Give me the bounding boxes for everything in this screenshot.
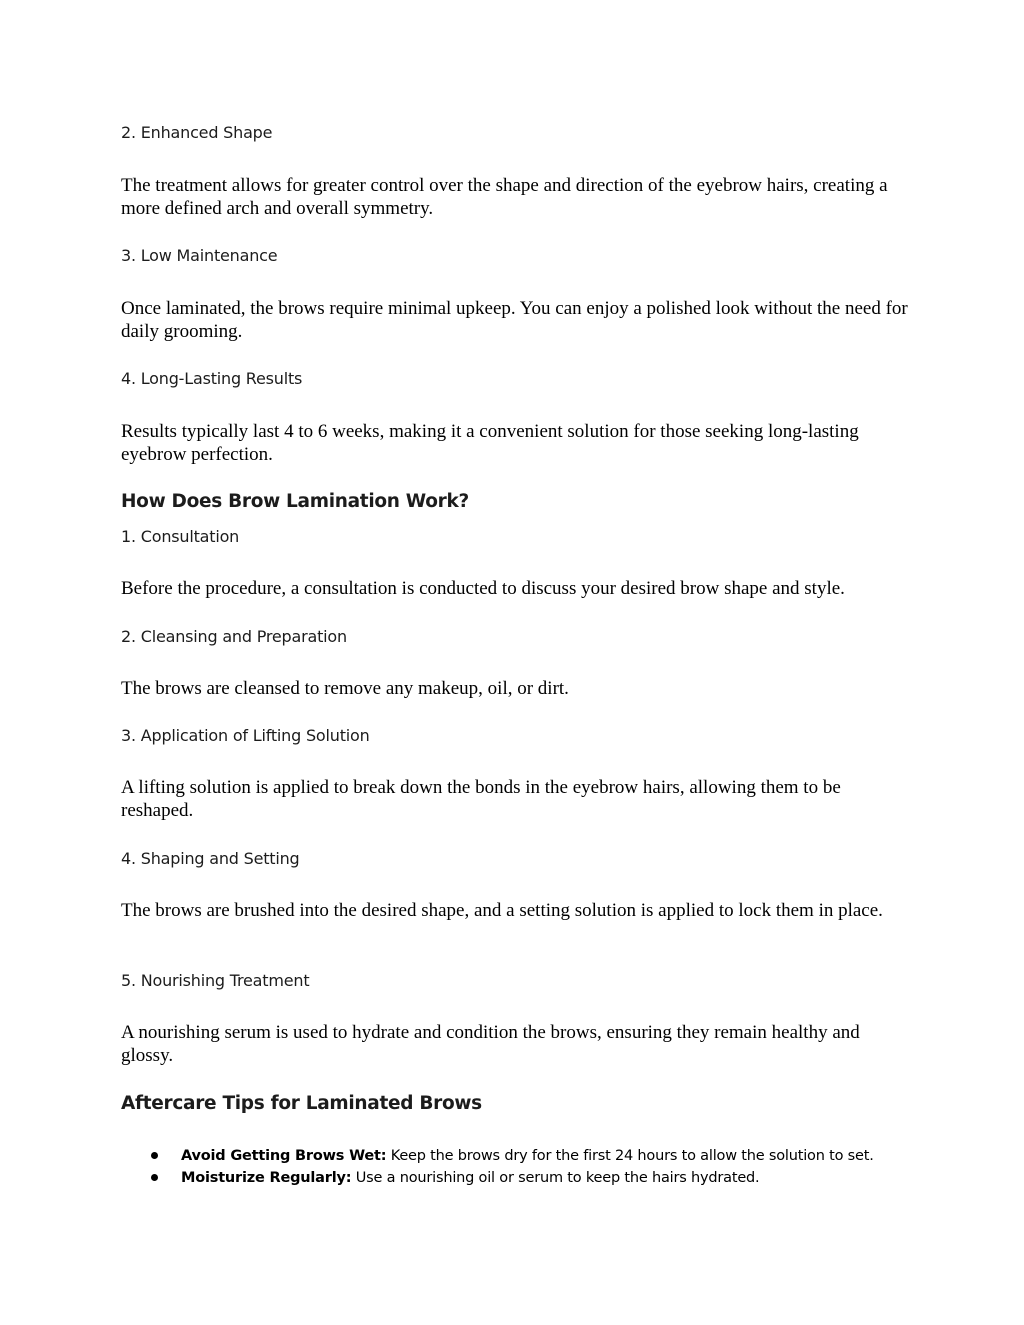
paragraph-consultation: Before the procedure, a consultation is conducted to discuss your desired brow shape and style. [121, 578, 845, 599]
subheading-long-lasting-results: 4. Long-Lasting Results [121, 369, 303, 388]
list-item-text: Keep the brows dry for the first 24 hours to allow the solution to set. [386, 1148, 874, 1164]
paragraph-long-lasting-results: Results typically last 4 to 6 weeks, making it a convenient solution for those seeking long-lasting eyebrow perfection. [121, 421, 859, 465]
list-item-text: Use a nourishing oil or serum to keep the hairs hydrated. [351, 1170, 760, 1186]
paragraph-enhanced-shape: The treatment allows for greater control over the shape and direction of the eyebrow hairs, creating a more defined arch and overall symmetry. [121, 175, 888, 219]
bullet-icon [151, 1174, 158, 1181]
subheading-consultation: 1. Consultation [121, 527, 240, 546]
heading-how-does-brow-lamination-work: How Does Brow Lamination Work? [121, 491, 469, 512]
aftercare-list [151, 1145, 874, 1189]
paragraph-shaping-and-setting: The brows are brushed into the desired shape, and a setting solution is applied to lock them in place. [121, 900, 883, 921]
subheading-cleansing-and-preparation: 2. Cleansing and Preparation [121, 627, 347, 646]
subheading-application-of-lifting-solution: 3. Application of Lifting Solution [121, 726, 370, 745]
list-item-label: Moisturize Regularly: [181, 1170, 352, 1186]
subheading-nourishing-treatment: 5. Nourishing Treatment [121, 971, 310, 990]
list-item [151, 1167, 874, 1189]
list-item-label: Avoid Getting Brows Wet: [181, 1148, 387, 1164]
heading-aftercare-tips: Aftercare Tips for Laminated Brows [121, 1093, 482, 1114]
paragraph-application-of-lifting-solution: A lifting solution is applied to break down the bonds in the eyebrow hairs, allowing them to be reshaped. [121, 777, 841, 821]
subheading-low-maintenance: 3. Low Maintenance [121, 246, 278, 265]
subheading-shaping-and-setting: 4. Shaping and Setting [121, 849, 300, 868]
list-item [151, 1145, 874, 1167]
paragraph-cleansing-and-preparation: The brows are cleansed to remove any makeup, oil, or dirt. [121, 678, 569, 699]
paragraph-low-maintenance: Once laminated, the brows require minimal upkeep. You can enjoy a polished look without the need for daily grooming. [121, 298, 908, 342]
subheading-enhanced-shape: 2. Enhanced Shape [121, 123, 273, 142]
bullet-icon [151, 1152, 158, 1159]
paragraph-nourishing-treatment: A nourishing serum is used to hydrate and condition the brows, ensuring they remain healthy and glossy. [121, 1022, 860, 1066]
